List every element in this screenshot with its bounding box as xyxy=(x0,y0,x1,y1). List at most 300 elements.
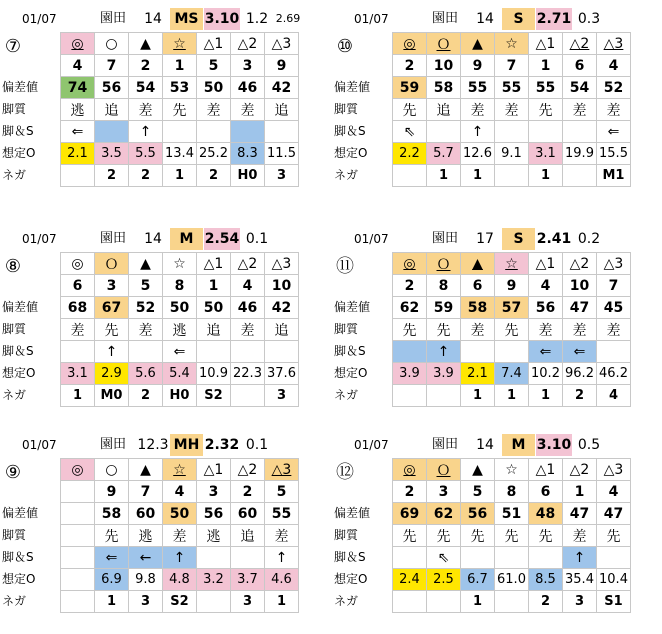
nega-cell: 1 xyxy=(265,591,299,613)
row-label-hensa: 偏差値 xyxy=(2,80,39,94)
arrows-cell xyxy=(197,121,231,143)
nega-cell: S1 xyxy=(597,591,631,613)
row-marks xyxy=(393,253,631,275)
kyaku-cell: 差 xyxy=(197,99,231,121)
nums-cell: 2 xyxy=(393,55,427,77)
soutei-cell: 9.8 xyxy=(129,569,163,591)
marks-cell: ☆ xyxy=(163,253,197,275)
arrows-cell: ↑ xyxy=(563,547,597,569)
row-label-soutei: 想定O xyxy=(334,572,368,586)
value-1: 2.32 xyxy=(204,437,240,453)
nums-cell: 9 xyxy=(265,55,299,77)
hensa-cell: 56 xyxy=(529,297,563,319)
marks-cell: ◎ xyxy=(393,459,427,481)
kyaku-cell: 先 xyxy=(495,525,529,547)
hensa-cell: 58 xyxy=(427,77,461,99)
marks-cell: △1 xyxy=(529,253,563,275)
soutei-cell: 3.9 xyxy=(427,363,461,385)
row-arrows xyxy=(61,341,299,363)
nums-cell: 3 xyxy=(95,275,129,297)
soutei-cell: 8.3 xyxy=(231,143,265,165)
marks-cell: ◎ xyxy=(393,33,427,55)
soutei-cell: 10.4 xyxy=(597,569,631,591)
row-label-nega: ネガ xyxy=(2,594,27,608)
arrows-cell xyxy=(393,341,427,363)
race-date: 01/07 xyxy=(354,232,389,246)
nega-cell: H0 xyxy=(231,165,265,187)
nega-cell xyxy=(427,591,461,613)
arrows-cell xyxy=(265,341,299,363)
soutei-cell: 2.4 xyxy=(393,569,427,591)
kyaku-cell: 差 xyxy=(231,99,265,121)
arrows-cell xyxy=(231,547,265,569)
hensa-cell: 60 xyxy=(231,503,265,525)
nega-cell xyxy=(61,591,95,613)
row-label-soutei: 想定O xyxy=(2,366,36,380)
marks-cell: ☆ xyxy=(163,33,197,55)
nega-cell: H0 xyxy=(163,385,197,407)
hensa-cell: 67 xyxy=(95,297,129,319)
class-badge: MH xyxy=(170,434,203,456)
value-2: 0.2 xyxy=(577,231,601,247)
distance-value: 14 xyxy=(144,231,162,247)
row-nums xyxy=(61,481,299,503)
nums-cell: 5 xyxy=(129,275,163,297)
value-1: 2.41 xyxy=(536,231,572,247)
distance-value: 14 xyxy=(144,11,162,27)
race-number: ⑫ xyxy=(336,462,354,483)
kyaku-cell: 先 xyxy=(95,319,129,341)
value-2: 0.5 xyxy=(577,437,601,453)
soutei-cell: 3.1 xyxy=(529,143,563,165)
marks-cell: Ｏ xyxy=(427,459,461,481)
nums-cell: 4 xyxy=(529,275,563,297)
row-arrows xyxy=(61,121,299,143)
row-label-kyakushitsu: 脚質 xyxy=(2,102,27,116)
hensa-cell: 52 xyxy=(597,77,631,99)
distance-value: 14 xyxy=(476,437,494,453)
row-label-kyakushitsu: 脚質 xyxy=(334,322,359,336)
arrows-cell xyxy=(61,547,95,569)
value-1: 3.10 xyxy=(536,434,572,456)
nums-cell: 5 xyxy=(265,481,299,503)
row-label-soutei: 想定O xyxy=(334,146,368,160)
hensa-cell: 50 xyxy=(197,77,231,99)
marks-cell: △1 xyxy=(197,459,231,481)
race-panel xyxy=(334,8,644,204)
row-label-nega: ネガ xyxy=(2,168,27,182)
hensa-cell: 50 xyxy=(197,297,231,319)
nega-cell: 2 xyxy=(129,165,163,187)
value-3 xyxy=(274,228,302,250)
value-3 xyxy=(606,8,634,30)
marks-cell: ☆ xyxy=(495,33,529,55)
marks-cell: ☆ xyxy=(163,459,197,481)
marks-cell: ○ xyxy=(95,459,129,481)
row-label-kyakushitsu: 脚質 xyxy=(2,528,27,542)
kyaku-cell: 追 xyxy=(265,99,299,121)
panel-header xyxy=(334,434,662,456)
kyaku-cell: 差 xyxy=(529,319,563,341)
nums-cell: 6 xyxy=(461,275,495,297)
soutei-cell: 2.9 xyxy=(95,363,129,385)
row-nums xyxy=(61,275,299,297)
marks-cell: △2 xyxy=(563,253,597,275)
class-badge: S xyxy=(502,8,535,30)
hensa-cell: 50 xyxy=(163,503,197,525)
venue-name: 園田 xyxy=(99,231,126,246)
kyaku-cell: 差 xyxy=(495,99,529,121)
race-number: ⑦ xyxy=(4,36,22,57)
hensa-cell: 57 xyxy=(495,297,529,319)
arrows-cell: ← xyxy=(129,547,163,569)
arrows-cell xyxy=(231,121,265,143)
arrows-cell: ↑ xyxy=(265,547,299,569)
kyaku-cell: 差 xyxy=(563,319,597,341)
marks-cell: ▲ xyxy=(129,253,163,275)
kyaku-cell: 差 xyxy=(461,319,495,341)
kyaku-cell: 先 xyxy=(529,99,563,121)
row-nums xyxy=(61,55,299,77)
arrows-cell xyxy=(265,121,299,143)
hensa-cell: 62 xyxy=(393,297,427,319)
marks-cell: △1 xyxy=(529,459,563,481)
nums-cell: 2 xyxy=(393,481,427,503)
arrows-cell xyxy=(495,547,529,569)
row-soutei xyxy=(61,143,299,165)
row-nums xyxy=(393,275,631,297)
kyaku-cell: 先 xyxy=(427,525,461,547)
kyaku-cell: 先 xyxy=(393,319,427,341)
row-label-hensa: 偏差値 xyxy=(334,80,371,94)
nega-cell xyxy=(393,165,427,187)
kyaku-cell: 先 xyxy=(495,319,529,341)
row-label-hensa: 偏差値 xyxy=(2,506,39,520)
entry-grid xyxy=(60,252,299,407)
marks-cell: △1 xyxy=(197,253,231,275)
row-arrows xyxy=(393,121,631,143)
nega-cell: 4 xyxy=(597,385,631,407)
nega-cell: 1 xyxy=(427,165,461,187)
soutei-cell: 3.5 xyxy=(95,143,129,165)
arrows-cell xyxy=(427,121,461,143)
row-marks xyxy=(393,33,631,55)
hensa-cell: 60 xyxy=(129,503,163,525)
nums-cell: 9 xyxy=(461,55,495,77)
soutei-cell: 5.6 xyxy=(129,363,163,385)
row-hensa xyxy=(61,503,299,525)
soutei-cell: 96.2 xyxy=(563,363,597,385)
nega-cell: 2 xyxy=(529,591,563,613)
marks-cell: ○ xyxy=(95,33,129,55)
arrows-cell: ↑ xyxy=(427,341,461,363)
row-nums xyxy=(393,55,631,77)
soutei-cell: 4.6 xyxy=(265,569,299,591)
arrows-cell: ⇐ xyxy=(563,341,597,363)
kyaku-cell: 逃 xyxy=(61,99,95,121)
soutei-cell: 7.4 xyxy=(495,363,529,385)
kyaku-cell: 差 xyxy=(231,319,265,341)
kyaku-cell: 先 xyxy=(427,319,461,341)
nums-cell: 6 xyxy=(529,481,563,503)
row-label-kyaku_s: 脚＆S xyxy=(2,550,34,564)
nega-cell: 1 xyxy=(461,165,495,187)
marks-cell: ◎ xyxy=(393,253,427,275)
nums-cell: 1 xyxy=(163,55,197,77)
hensa-cell: 46 xyxy=(231,77,265,99)
value-2: 0.3 xyxy=(577,11,601,27)
nega-cell: 1 xyxy=(461,385,495,407)
race-date: 01/07 xyxy=(22,12,57,26)
soutei-cell: 11.5 xyxy=(265,143,299,165)
nums-cell: 8 xyxy=(427,275,461,297)
nega-cell: 3 xyxy=(265,385,299,407)
kyaku-cell: 差 xyxy=(129,99,163,121)
arrows-cell xyxy=(393,547,427,569)
soutei-cell: 3.9 xyxy=(393,363,427,385)
marks-cell: ◎ xyxy=(61,253,95,275)
row-marks xyxy=(61,33,299,55)
row-label-kyakushitsu: 脚質 xyxy=(2,322,27,336)
row-nega xyxy=(393,591,631,613)
nums-cell: 7 xyxy=(495,55,529,77)
value-3 xyxy=(606,228,634,250)
marks-cell: △3 xyxy=(597,33,631,55)
nums-cell: 3 xyxy=(231,55,265,77)
nega-cell: 3 xyxy=(129,591,163,613)
nums-cell: 5 xyxy=(461,481,495,503)
marks-cell: △2 xyxy=(231,33,265,55)
row-kyaku xyxy=(393,99,631,121)
hensa-cell: 55 xyxy=(461,77,495,99)
nega-cell: 3 xyxy=(265,165,299,187)
marks-cell: △2 xyxy=(563,459,597,481)
marks-cell: △2 xyxy=(231,459,265,481)
class-badge: M xyxy=(170,228,203,250)
arrows-cell: ↑ xyxy=(95,341,129,363)
race-panel xyxy=(2,8,312,204)
arrows-cell xyxy=(61,341,95,363)
hensa-cell: 56 xyxy=(461,503,495,525)
row-arrows xyxy=(61,547,299,569)
row-label-hensa: 偏差値 xyxy=(334,300,371,314)
race-panel xyxy=(334,434,644,630)
row-marks xyxy=(61,459,299,481)
distance-value: 17 xyxy=(476,231,494,247)
hensa-cell: 42 xyxy=(265,297,299,319)
panel-header xyxy=(2,434,332,456)
hensa-cell: 55 xyxy=(265,503,299,525)
entry-grid xyxy=(60,32,299,187)
marks-cell: ▲ xyxy=(129,459,163,481)
hensa-cell: 55 xyxy=(529,77,563,99)
nega-cell xyxy=(61,165,95,187)
soutei-cell: 13.4 xyxy=(163,143,197,165)
nega-cell xyxy=(427,385,461,407)
soutei-cell: 35.4 xyxy=(563,569,597,591)
kyaku-cell: 差 xyxy=(597,319,631,341)
nums-cell: 10 xyxy=(265,275,299,297)
soutei-cell: 15.5 xyxy=(597,143,631,165)
nums-cell: 4 xyxy=(597,481,631,503)
entry-grid xyxy=(392,32,631,187)
row-soutei xyxy=(393,143,631,165)
hensa-cell: 56 xyxy=(197,503,231,525)
venue-name: 園田 xyxy=(431,11,458,26)
kyaku-cell: 先 xyxy=(95,525,129,547)
venue-name: 園田 xyxy=(99,437,126,452)
class-badge: MS xyxy=(170,8,203,30)
row-kyaku xyxy=(61,525,299,547)
marks-cell: △1 xyxy=(529,33,563,55)
value-1: 2.54 xyxy=(204,228,240,250)
hensa-cell: 54 xyxy=(563,77,597,99)
nums-cell: 5 xyxy=(197,55,231,77)
nega-cell: 2 xyxy=(129,385,163,407)
value-3 xyxy=(606,434,634,456)
panel-header xyxy=(2,228,332,250)
marks-cell: △3 xyxy=(265,33,299,55)
soutei-cell: 2.2 xyxy=(393,143,427,165)
arrows-cell xyxy=(95,121,129,143)
row-soutei xyxy=(61,569,299,591)
nega-cell xyxy=(393,591,427,613)
nums-cell: 1 xyxy=(529,55,563,77)
kyaku-cell: 逃 xyxy=(129,525,163,547)
arrows-cell: ⇐ xyxy=(61,121,95,143)
race-date: 01/07 xyxy=(354,12,389,26)
marks-cell: Ｏ xyxy=(95,253,129,275)
row-kyaku xyxy=(393,319,631,341)
hensa-cell: 48 xyxy=(529,503,563,525)
nega-cell: 1 xyxy=(529,385,563,407)
row-hensa xyxy=(61,297,299,319)
race-number: ⑨ xyxy=(4,462,22,483)
row-label-nega: ネガ xyxy=(334,168,359,182)
race-date: 01/07 xyxy=(22,232,57,246)
row-arrows xyxy=(393,341,631,363)
value-2: 0.1 xyxy=(245,231,269,247)
nega-cell: S2 xyxy=(197,385,231,407)
distance-value: 14 xyxy=(476,11,494,27)
hensa-cell: 54 xyxy=(129,77,163,99)
arrows-cell xyxy=(529,121,563,143)
arrows-cell: ↑ xyxy=(163,547,197,569)
marks-cell: ▲ xyxy=(461,253,495,275)
race-date: 01/07 xyxy=(22,438,57,452)
arrows-cell xyxy=(163,121,197,143)
nums-cell: 3 xyxy=(197,481,231,503)
arrows-cell xyxy=(563,121,597,143)
kyaku-cell: 先 xyxy=(393,99,427,121)
kyaku-cell: 先 xyxy=(597,525,631,547)
soutei-cell: 22.3 xyxy=(231,363,265,385)
kyaku-cell: 追 xyxy=(197,319,231,341)
soutei-cell: 3.2 xyxy=(197,569,231,591)
distance-value: 12.3 xyxy=(137,437,169,453)
row-nega xyxy=(61,165,299,187)
row-label-kyakushitsu: 脚質 xyxy=(334,528,359,542)
nega-cell: 1 xyxy=(163,165,197,187)
nega-cell: 1 xyxy=(61,385,95,407)
kyaku-cell: 先 xyxy=(163,99,197,121)
kyaku-cell: 差 xyxy=(563,99,597,121)
marks-cell: △2 xyxy=(563,33,597,55)
soutei-cell: 10.2 xyxy=(529,363,563,385)
soutei-cell: 6.7 xyxy=(461,569,495,591)
nega-cell: 2 xyxy=(95,165,129,187)
hensa-cell: 59 xyxy=(393,77,427,99)
nums-cell: 4 xyxy=(597,55,631,77)
hensa-cell: 62 xyxy=(427,503,461,525)
row-hensa xyxy=(393,77,631,99)
venue-name: 園田 xyxy=(431,231,458,246)
nums-cell: 2 xyxy=(393,275,427,297)
kyaku-cell xyxy=(61,525,95,547)
kyaku-cell: 追 xyxy=(231,525,265,547)
soutei-cell: 3.1 xyxy=(61,363,95,385)
nums-cell: 7 xyxy=(129,481,163,503)
panel-header xyxy=(2,8,332,30)
soutei-cell: 2.5 xyxy=(427,569,461,591)
hensa-cell: 50 xyxy=(163,297,197,319)
nega-cell: M0 xyxy=(95,385,129,407)
race-panel xyxy=(334,228,644,424)
marks-cell: △3 xyxy=(597,253,631,275)
arrows-cell xyxy=(495,121,529,143)
row-hensa xyxy=(393,297,631,319)
arrows-cell xyxy=(197,547,231,569)
kyaku-cell: 先 xyxy=(393,525,427,547)
marks-cell: △1 xyxy=(197,33,231,55)
row-arrows xyxy=(393,547,631,569)
kyaku-cell: 追 xyxy=(427,99,461,121)
row-kyaku xyxy=(61,319,299,341)
nega-cell xyxy=(197,591,231,613)
marks-cell: ▲ xyxy=(129,33,163,55)
arrows-cell xyxy=(495,341,529,363)
row-label-nega: ネガ xyxy=(334,388,359,402)
arrows-cell: ↑ xyxy=(461,121,495,143)
soutei-cell: 46.2 xyxy=(597,363,631,385)
nega-cell: 2 xyxy=(197,165,231,187)
kyaku-cell: 追 xyxy=(265,319,299,341)
soutei-cell: 25.2 xyxy=(197,143,231,165)
nums-cell: 2 xyxy=(129,55,163,77)
race-number: ⑩ xyxy=(336,36,354,57)
nums-cell: 3 xyxy=(427,481,461,503)
row-label-kyaku_s: 脚＆S xyxy=(2,124,34,138)
race-date: 01/07 xyxy=(354,438,389,452)
hensa-cell: 45 xyxy=(597,297,631,319)
row-marks xyxy=(61,253,299,275)
kyaku-cell: 差 xyxy=(597,99,631,121)
nega-cell xyxy=(495,591,529,613)
row-label-soutei: 想定O xyxy=(334,366,368,380)
row-label-kyaku_s: 脚＆S xyxy=(334,550,366,564)
nums-cell: 10 xyxy=(427,55,461,77)
arrows-cell: ⇐ xyxy=(95,547,129,569)
marks-cell: △3 xyxy=(265,459,299,481)
class-badge: M xyxy=(502,434,535,456)
soutei-cell xyxy=(61,569,95,591)
kyaku-cell: 逃 xyxy=(197,525,231,547)
soutei-cell: 9.1 xyxy=(495,143,529,165)
soutei-cell: 2.1 xyxy=(461,363,495,385)
row-hensa xyxy=(61,77,299,99)
nega-cell: M1 xyxy=(597,165,631,187)
kyaku-cell: 差 xyxy=(129,319,163,341)
